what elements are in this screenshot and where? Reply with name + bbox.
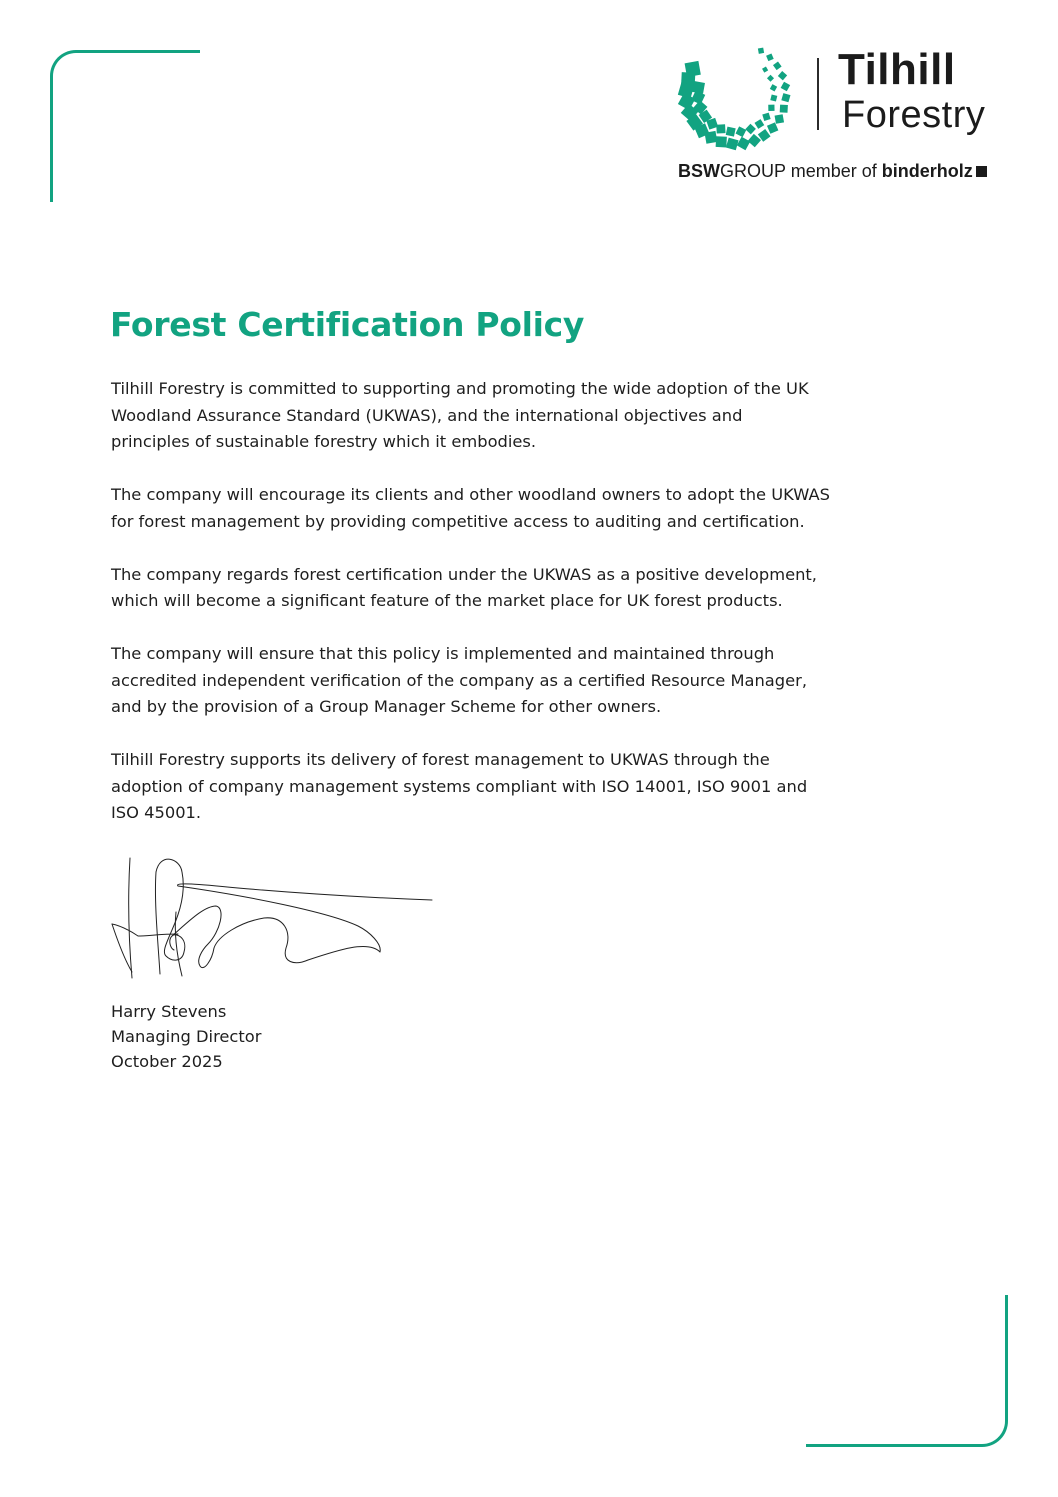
logo-square [762, 113, 770, 121]
logo-square [773, 61, 782, 70]
logo-square [716, 124, 725, 133]
logo-square [745, 124, 756, 135]
logo-square [778, 71, 787, 80]
logo-square [726, 127, 736, 137]
logo-square [705, 131, 718, 144]
signatory-name: Harry Stevens [111, 1002, 227, 1021]
logo-square [754, 119, 764, 129]
logo-square [766, 54, 774, 62]
handwritten-signature [108, 852, 438, 984]
logo-square [780, 105, 788, 113]
logo-name-line2: Forestry [842, 94, 986, 136]
logo-square [767, 122, 778, 133]
page-title: Forest Certification Policy [110, 305, 585, 344]
logo-square [781, 93, 790, 102]
decorative-corner-top-left [50, 50, 200, 202]
logo-name-line1: Tilhill [838, 45, 956, 94]
company-logo [676, 36, 1021, 186]
logo-square [767, 75, 774, 82]
signoff-block [111, 999, 261, 1074]
logo-square [758, 48, 764, 54]
logo-square [726, 138, 739, 151]
logo-group-regular: GROUP [720, 161, 786, 181]
policy-paragraph: The company will ensure that this policy is implemented and maintained through accredited independent verification of the company as a certified Resource Manager, and by the provision of a Group Manager Scheme for other owners. [111, 644, 808, 716]
logo-square [770, 84, 777, 91]
policy-paragraph: The company will encourage its clients and other woodland owners to adopt the UKWAS for forest management by providing competitive access to auditing and certification. [111, 485, 830, 531]
policy-body [111, 376, 971, 853]
logo-square [737, 137, 750, 150]
policy-paragraph: The company regards forest certification under the UKWAS as a positive development, which will become a significant feature of the market place for UK forest products. [111, 564, 817, 610]
signatory-role: Managing Director [111, 1027, 262, 1046]
policy-paragraph: Tilhill Forestry supports its delivery of forest management to UKWAS through the adoption of company management systems compliant with ISO 14001, ISO 9001 and ISO 45001. [111, 750, 808, 822]
logo-square [770, 94, 777, 101]
logo-square [736, 126, 747, 137]
signatory-date: October 2025 [111, 1052, 223, 1071]
logo-square [762, 66, 768, 72]
logo-square [716, 136, 727, 147]
square-icon [976, 166, 987, 177]
logo-divider [817, 58, 819, 130]
decorative-corner-bottom-right [806, 1295, 1008, 1447]
logo-group-bold: BSW [678, 161, 720, 181]
logo-square [775, 114, 784, 123]
logo-square [768, 105, 774, 111]
policy-paragraph: Tilhill Forestry is committed to supporting and promoting the wide adoption of the UK Woodland Assurance Standard (UKWAS), and the international objectives and principles of sustainable forestry which it embodies. [111, 379, 809, 451]
logo-square [781, 82, 791, 92]
logo-mark-icon [676, 36, 796, 152]
logo-parent-bold: binderholz [881, 161, 973, 181]
logo-group-line [678, 160, 987, 182]
logo-member-text: member of [790, 161, 877, 181]
